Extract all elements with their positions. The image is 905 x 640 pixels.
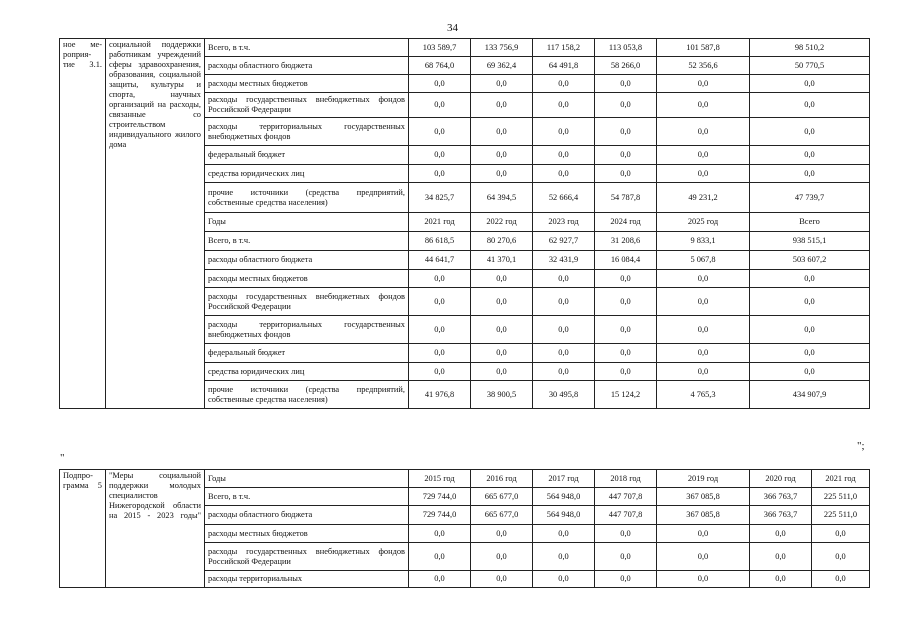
- value-cell: 5 067,8: [657, 251, 750, 270]
- value-cell: 47 739,7: [750, 183, 870, 213]
- value-cell: 0,0: [471, 93, 533, 118]
- funding-table-subprogram-5: [59, 469, 870, 588]
- value-cell: 665 677,0: [471, 506, 533, 525]
- value-cell: 32 431,9: [533, 251, 595, 270]
- value-cell: 86 618,5: [409, 232, 471, 251]
- value-cell: 0,0: [657, 316, 750, 344]
- value-cell: 80 270,6: [471, 232, 533, 251]
- value-cell: 729 744,0: [409, 488, 471, 506]
- funding-source-label: расходы областного бюджета: [205, 506, 409, 525]
- value-cell: 0,0: [533, 270, 595, 288]
- value-cell: 0,0: [595, 571, 657, 588]
- value-cell: 54 787,8: [595, 183, 657, 213]
- funding-source-label: расходы местных бюджетов: [205, 525, 409, 543]
- value-cell: 0,0: [409, 288, 471, 316]
- value-cell: 30 495,8: [533, 381, 595, 409]
- funding-source-label: расходы территориальных: [205, 571, 409, 588]
- value-cell: 98 510,2: [750, 39, 870, 57]
- funding-source-label: расходы областного бюджета: [205, 57, 409, 75]
- value-cell: 0,0: [595, 344, 657, 363]
- value-cell: 0,0: [533, 316, 595, 344]
- value-cell: 38 900,5: [471, 381, 533, 409]
- value-cell: 0,0: [409, 344, 471, 363]
- value-cell: 117 158,2: [533, 39, 595, 57]
- funding-source-label: расходы государственных внебюджетных фондов Российской Федерации: [205, 93, 409, 118]
- value-cell: 0,0: [471, 543, 533, 571]
- value-cell: Всего: [750, 213, 870, 232]
- funding-source-label: расходы территориальных государственных внебюджетных фондов: [205, 118, 409, 146]
- value-cell: 133 756,9: [471, 39, 533, 57]
- value-cell: 31 208,6: [595, 232, 657, 251]
- value-cell: 0,0: [533, 571, 595, 588]
- value-cell: 2023 год: [533, 213, 595, 232]
- funding-source-label: Всего, в т.ч.: [205, 488, 409, 506]
- funding-source-label: федеральный бюджет: [205, 344, 409, 363]
- value-cell: 0,0: [595, 270, 657, 288]
- value-cell: 0,0: [409, 146, 471, 165]
- value-cell: 0,0: [750, 288, 870, 316]
- value-cell: 49 231,2: [657, 183, 750, 213]
- value-cell: 52 666,4: [533, 183, 595, 213]
- value-cell: 729 744,0: [409, 506, 471, 525]
- value-cell: 0,0: [750, 525, 812, 543]
- funding-source-label: расходы местных бюджетов: [205, 75, 409, 93]
- table-row: [60, 39, 870, 57]
- value-cell: 0,0: [750, 118, 870, 146]
- funding-source-label: прочие источники (средства предприятий, собственные средства населения): [205, 183, 409, 213]
- value-cell: 0,0: [471, 316, 533, 344]
- value-cell: 938 515,1: [750, 232, 870, 251]
- value-cell: 447 707,8: [595, 506, 657, 525]
- program-name-cell: социальной поддержки работникам учреждений сферы здравоохранения, образования, социальной защиты, культуры и спорта, научных организаций на расходы, связанные со строительством индивидуального жилого дома: [106, 39, 205, 409]
- value-cell: 34 825,7: [409, 183, 471, 213]
- value-cell: 0,0: [409, 93, 471, 118]
- value-cell: 50 770,5: [750, 57, 870, 75]
- value-cell: 2024 год: [595, 213, 657, 232]
- value-cell: 64 394,5: [471, 183, 533, 213]
- value-cell: 0,0: [471, 363, 533, 381]
- value-cell: 0,0: [595, 75, 657, 93]
- value-cell: 2015 год: [409, 470, 471, 488]
- opening-quote: ": [60, 452, 65, 464]
- value-cell: 0,0: [471, 344, 533, 363]
- value-cell: 0,0: [657, 118, 750, 146]
- funding-source-label: прочие источники (средства предприятий, собственные средства населения): [205, 381, 409, 409]
- value-cell: 503 607,2: [750, 251, 870, 270]
- value-cell: 0,0: [595, 288, 657, 316]
- value-cell: 2021 год: [812, 470, 870, 488]
- value-cell: 434 907,9: [750, 381, 870, 409]
- value-cell: 0,0: [409, 571, 471, 588]
- table-row: [60, 470, 870, 488]
- value-cell: 62 927,7: [533, 232, 595, 251]
- value-cell: 0,0: [657, 344, 750, 363]
- funding-source-label: расходы территориальных государственных внебюджетных фондов: [205, 316, 409, 344]
- value-cell: 564 948,0: [533, 488, 595, 506]
- value-cell: 0,0: [471, 525, 533, 543]
- program-code-cell: ное ме-роприя-тие 3.1.: [60, 39, 106, 409]
- value-cell: 0,0: [750, 75, 870, 93]
- value-cell: 0,0: [595, 146, 657, 165]
- value-cell: 2025 год: [657, 213, 750, 232]
- value-cell: 0,0: [533, 543, 595, 571]
- value-cell: 366 763,7: [750, 506, 812, 525]
- value-cell: 0,0: [657, 543, 750, 571]
- value-cell: 2018 год: [595, 470, 657, 488]
- value-cell: 0,0: [750, 363, 870, 381]
- value-cell: 0,0: [657, 146, 750, 165]
- value-cell: 0,0: [471, 270, 533, 288]
- value-cell: 0,0: [657, 525, 750, 543]
- value-cell: 0,0: [409, 118, 471, 146]
- value-cell: 0,0: [409, 543, 471, 571]
- value-cell: 0,0: [471, 288, 533, 316]
- value-cell: 58 266,0: [595, 57, 657, 75]
- value-cell: 0,0: [657, 571, 750, 588]
- value-cell: 0,0: [533, 75, 595, 93]
- value-cell: 41 370,1: [471, 251, 533, 270]
- value-cell: 0,0: [750, 316, 870, 344]
- funding-source-label: Всего, в т.ч.: [205, 39, 409, 57]
- value-cell: 0,0: [657, 75, 750, 93]
- value-cell: 0,0: [657, 270, 750, 288]
- value-cell: 0,0: [409, 165, 471, 183]
- value-cell: 0,0: [533, 363, 595, 381]
- value-cell: 0,0: [657, 165, 750, 183]
- value-cell: 0,0: [750, 93, 870, 118]
- value-cell: 0,0: [533, 118, 595, 146]
- value-cell: 0,0: [750, 165, 870, 183]
- value-cell: 0,0: [657, 363, 750, 381]
- value-cell: 2017 год: [533, 470, 595, 488]
- funding-source-label: расходы государственных внебюджетных фондов Российской Федерации: [205, 543, 409, 571]
- value-cell: 0,0: [812, 543, 870, 571]
- value-cell: 225 511,0: [812, 506, 870, 525]
- value-cell: 16 084,4: [595, 251, 657, 270]
- value-cell: 0,0: [471, 165, 533, 183]
- value-cell: 447 707,8: [595, 488, 657, 506]
- value-cell: 9 833,1: [657, 232, 750, 251]
- funding-source-label: Всего, в т.ч.: [205, 232, 409, 251]
- value-cell: 103 589,7: [409, 39, 471, 57]
- value-cell: 0,0: [750, 571, 812, 588]
- page-number: 34: [447, 22, 458, 34]
- value-cell: 0,0: [533, 146, 595, 165]
- value-cell: 113 053,8: [595, 39, 657, 57]
- value-cell: 0,0: [409, 270, 471, 288]
- value-cell: 2022 год: [471, 213, 533, 232]
- value-cell: 44 641,7: [409, 251, 471, 270]
- program-name-cell: "Меры социальной поддержки молодых специалистов Нижегородской области на 2015 - 2023 годы": [106, 470, 205, 588]
- value-cell: 564 948,0: [533, 506, 595, 525]
- value-cell: 0,0: [533, 288, 595, 316]
- value-cell: 68 764,0: [409, 57, 471, 75]
- value-cell: 0,0: [595, 363, 657, 381]
- closing-quote: ";: [857, 440, 865, 452]
- funding-source-label: расходы государственных внебюджетных фондов Российской Федерации: [205, 288, 409, 316]
- value-cell: 0,0: [533, 344, 595, 363]
- value-cell: 0,0: [595, 93, 657, 118]
- value-cell: 69 362,4: [471, 57, 533, 75]
- value-cell: 101 587,8: [657, 39, 750, 57]
- value-cell: 15 124,2: [595, 381, 657, 409]
- funding-source-label: федеральный бюджет: [205, 146, 409, 165]
- value-cell: 367 085,8: [657, 488, 750, 506]
- value-cell: 225 511,0: [812, 488, 870, 506]
- value-cell: 0,0: [657, 93, 750, 118]
- value-cell: 2020 год: [750, 470, 812, 488]
- value-cell: 0,0: [750, 146, 870, 165]
- value-cell: 0,0: [471, 75, 533, 93]
- value-cell: 0,0: [471, 146, 533, 165]
- funding-source-label: Годы: [205, 470, 409, 488]
- value-cell: 2016 год: [471, 470, 533, 488]
- value-cell: 0,0: [533, 525, 595, 543]
- value-cell: 0,0: [595, 316, 657, 344]
- value-cell: 4 765,3: [657, 381, 750, 409]
- value-cell: 665 677,0: [471, 488, 533, 506]
- value-cell: 0,0: [409, 525, 471, 543]
- value-cell: 0,0: [471, 571, 533, 588]
- value-cell: 0,0: [409, 316, 471, 344]
- value-cell: 0,0: [471, 118, 533, 146]
- value-cell: 64 491,8: [533, 57, 595, 75]
- value-cell: 0,0: [657, 288, 750, 316]
- funding-table-measure-3-1: [59, 38, 870, 409]
- funding-source-label: средства юридических лиц: [205, 165, 409, 183]
- value-cell: 0,0: [409, 363, 471, 381]
- funding-source-label: Годы: [205, 213, 409, 232]
- program-code-cell: Подпро-грамма 5: [60, 470, 106, 588]
- value-cell: 2021 год: [409, 213, 471, 232]
- funding-source-label: средства юридических лиц: [205, 363, 409, 381]
- value-cell: 41 976,8: [409, 381, 471, 409]
- funding-source-label: расходы местных бюджетов: [205, 270, 409, 288]
- value-cell: 0,0: [750, 344, 870, 363]
- value-cell: 0,0: [533, 165, 595, 183]
- value-cell: 0,0: [750, 270, 870, 288]
- value-cell: 0,0: [595, 525, 657, 543]
- value-cell: 0,0: [595, 543, 657, 571]
- value-cell: 0,0: [595, 118, 657, 146]
- value-cell: 0,0: [409, 75, 471, 93]
- value-cell: 0,0: [750, 543, 812, 571]
- value-cell: 0,0: [595, 165, 657, 183]
- value-cell: 0,0: [812, 525, 870, 543]
- funding-source-label: расходы областного бюджета: [205, 251, 409, 270]
- value-cell: 52 356,6: [657, 57, 750, 75]
- value-cell: 366 763,7: [750, 488, 812, 506]
- value-cell: 0,0: [533, 93, 595, 118]
- value-cell: 0,0: [812, 571, 870, 588]
- value-cell: 2019 год: [657, 470, 750, 488]
- value-cell: 367 085,8: [657, 506, 750, 525]
